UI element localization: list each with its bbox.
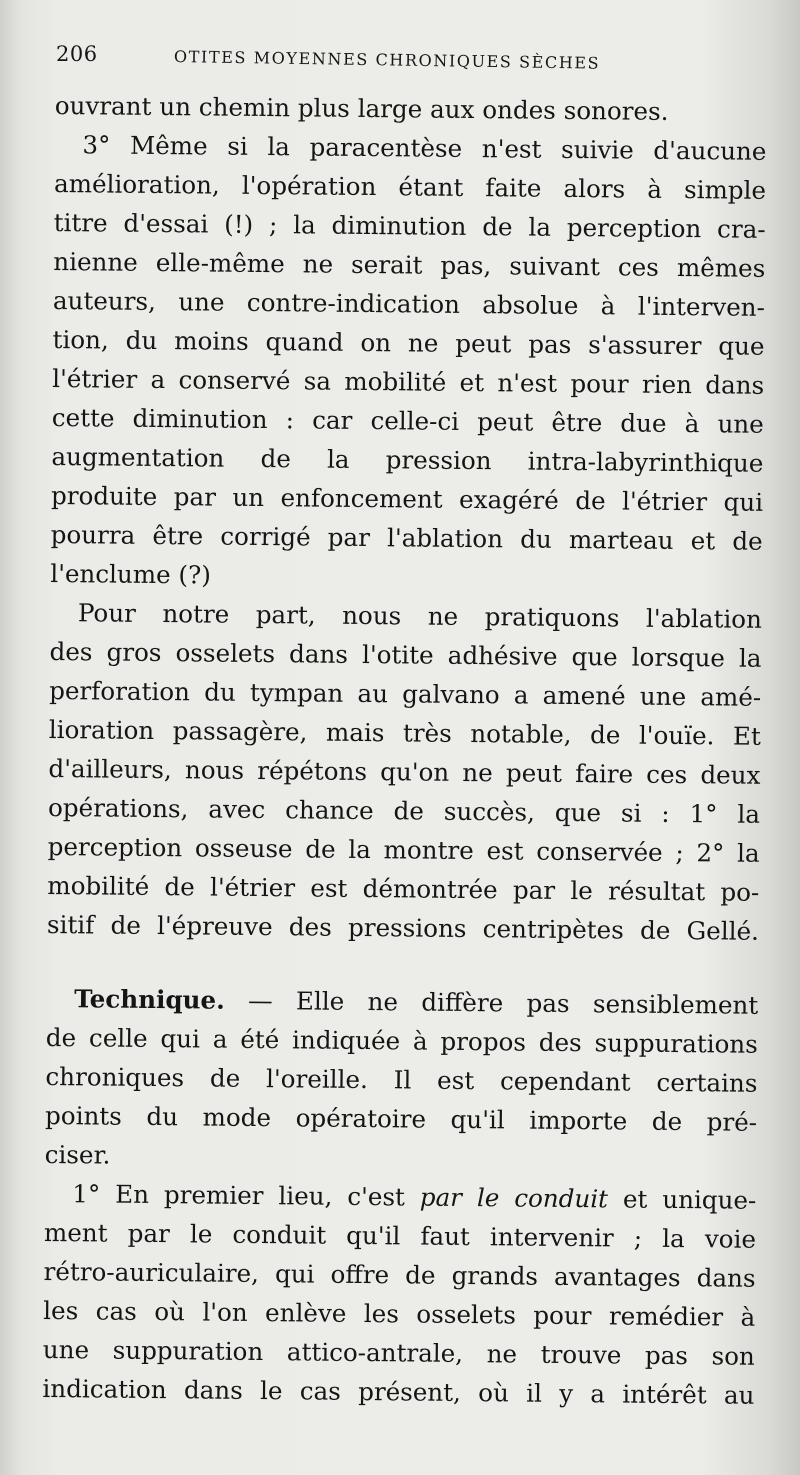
text-line: ment par le conduit qu'il faut intervenir ; la voie [43, 1217, 757, 1254]
text-line: Pour notre part, nous ne pratiquons l'ablation [77, 598, 763, 634]
text-line: sitif de l'épreuve des pressions centripètes de Gellé. [46, 909, 760, 946]
text-run: — Elle ne diffère pas sensiblement [224, 985, 759, 1020]
text-line: tion, du moins quand on ne peut pas s'assurer que [52, 324, 765, 361]
text-line: ouvrant un chemin plus large aux ondes sonores. [54, 90, 669, 126]
text-line: les cas où l'on enlève les osselets pour remédier à [43, 1295, 756, 1332]
text-run: 1° En premier lieu, c'est [72, 1179, 420, 1212]
running-head: OTITES MOYENNES CHRONIQUES SÈCHES [173, 47, 601, 73]
text-line: cette diminution : car celle-ci peut être due à une [51, 402, 764, 439]
text-line [46, 979, 758, 1025]
text-line: l'enclume (?) [50, 558, 212, 590]
italic-run: par le conduit [419, 1182, 609, 1214]
text-line: chroniques de l'oreille. Il est cependant certains [45, 1061, 758, 1098]
text-line: perforation du tympan au galvano a amené une amé- [49, 675, 762, 712]
text-run: et unique- [607, 1184, 757, 1215]
text-line: des gros osselets dans l'otite adhésive que lorsque la [49, 636, 762, 673]
text-line: indication dans le cas présent, où il y a intérêt au [42, 1373, 755, 1410]
text-line: d'ailleurs, nous répétons qu'on ne peut faire ces deux [48, 753, 761, 790]
text-line: 3° Même si la paracentèse n'est suivie d'aucune [82, 130, 767, 166]
paragraph [42, 1174, 756, 1415]
text-line: ciser. [44, 1139, 111, 1170]
text-line: l'étrier a conservé sa mobilité et n'est pour rien dans [52, 363, 765, 400]
text-line: lioration passagère, mais très notable, de l'ouïe. Et [48, 714, 761, 751]
text-line: perception osseuse de la montre est conservée ; 2° la [47, 831, 760, 868]
section-heading: Technique. [74, 984, 225, 1015]
text-line: titre d'essai (!) ; la diminution de la perception cra- [53, 207, 766, 244]
text-line: de celle qui a été indiquée à propos des suppurations [45, 1022, 758, 1059]
text-line [44, 1174, 756, 1220]
text-line: amélioration, l'opération étant faite alors à simple [53, 168, 767, 205]
text-line: mobilité de l'étrier est démontrée par le résultat po- [47, 870, 760, 907]
text-line: points du mode opératoire qu'il importe de pré- [44, 1100, 758, 1137]
paragraph [45, 979, 759, 1181]
text-line: rétro-auriculaire, qui offre de grands avantages dans [43, 1256, 756, 1293]
page-number: 206 [56, 42, 98, 66]
text-line: produite par un enfoncement exagéré de l'étrier qui [50, 480, 764, 517]
paragraph [55, 86, 767, 132]
text-line: une suppuration attico-antrale, ne trouve pas son [42, 1334, 755, 1371]
text-line: augmentation de la pression intra-labyrinthique [51, 441, 764, 478]
paragraph [47, 593, 762, 951]
text-line: nienne elle-même ne serait pas, suivant ces mêmes [53, 246, 766, 283]
page-header [56, 38, 756, 78]
text-line: opérations, avec chance de succès, que si : 1° la [47, 792, 761, 829]
body-text [42, 86, 767, 1415]
paragraph [50, 125, 766, 600]
text-line: auteurs, une contre-indication absolue à l'interven- [52, 285, 766, 322]
text-line: pourra être corrigé par l'ablation du marteau et de [50, 519, 763, 556]
